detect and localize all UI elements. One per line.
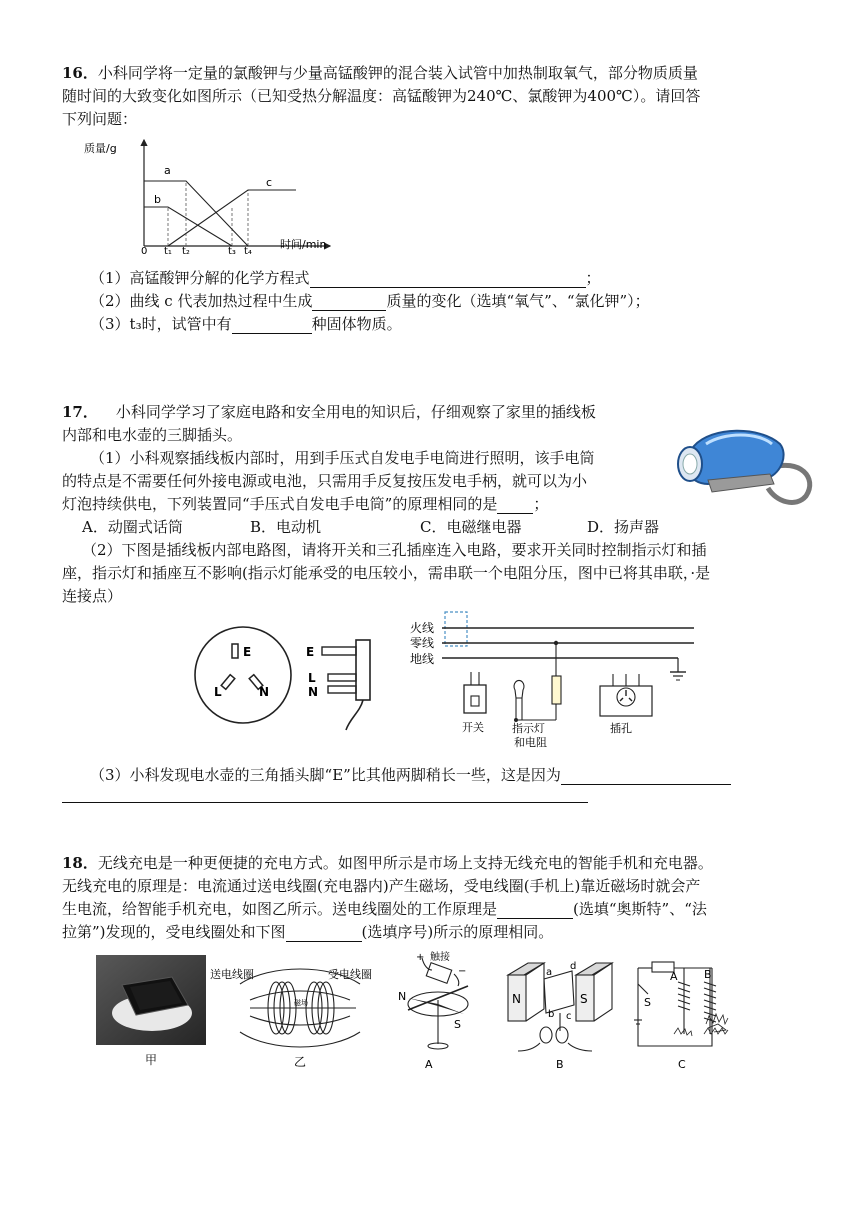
fig-c-s: S (644, 996, 651, 1009)
label-c: c (266, 176, 273, 189)
socket-label-l: L (214, 685, 222, 699)
q16-part2: （2）曲线 c 代表加热过程中生成 质量的变化（选填“氧气”、“氯化钾”）； (90, 292, 650, 310)
tick-t4: t₄ (244, 246, 252, 256)
label-b: b (154, 193, 161, 206)
fig-c-b: B (704, 968, 712, 981)
figure-c-electromagnets (628, 954, 748, 1070)
q17-p1-line1: （1）小科观察插线板内部时，用到手压式自发电手电筒进行照明，该手电筒 (90, 449, 595, 467)
socket-label-n: N (259, 685, 270, 699)
q17-p2-line1: （2）下图是插线板内部电路图，请将开关和三孔插座连入电路，要求开关同时控制指示灯和插 (82, 541, 707, 559)
q17-p2-line3: 连接点） (62, 587, 123, 605)
q16-number: 16． (62, 64, 98, 82)
answer-box[interactable] (445, 612, 467, 646)
fig-b-s: S (580, 992, 588, 1006)
plug-label-l: L (308, 671, 316, 685)
tick-t3: t₃ (228, 246, 236, 256)
fig-a-n: N (398, 990, 407, 1003)
fig-b-label-b: b (548, 1009, 555, 1020)
q16-line2: 随时间的大致变化如图所示（已知受热分解温度：高锰酸钾为240℃、氯酸钾为400℃）。请回答 (62, 87, 701, 105)
plug-label-e: E (306, 645, 315, 659)
plug-label-n: N (308, 685, 319, 699)
neutral-wire-label: 零线 (410, 636, 435, 650)
q17-p1-line3: 灯泡持续供电，下列装置同“手压式自发电手电筒”的原理相同的是 ； (62, 495, 549, 513)
socket-label-e: E (243, 645, 252, 659)
outlet-label: 插孔 (610, 722, 632, 735)
fig-a-minus: − (458, 966, 467, 977)
option-b[interactable]: B．电动机 (250, 518, 322, 536)
option-a[interactable]: A．动圈式话筒 (82, 518, 183, 536)
fig-a-plus: + (416, 952, 425, 963)
q16-line1: 16．小科同学将一定量的氯酸钾与少量高锰酸钾的混合装入试管中加热制取氧气，部分物质质量 (62, 64, 698, 82)
send-coil-label: 送电线圈 (210, 968, 254, 981)
lamp-label-1: 指示灯 (512, 722, 545, 735)
label-a: a (164, 164, 171, 177)
outlet-component (600, 674, 652, 716)
tick-t1: t₁ (164, 246, 172, 256)
q17-number: 17． (62, 403, 98, 421)
figure-a-oersted (394, 948, 484, 1070)
q18-answer-1-blank[interactable] (497, 902, 573, 919)
wireless-charger-photo (96, 955, 206, 1045)
q16-mass-time-graph (84, 136, 334, 256)
fig-b-label-c: c (566, 1011, 572, 1022)
q16-part1: （1）高锰酸钾分解的化学方程式 ； (90, 269, 601, 287)
hand-crank-flashlight-image (672, 418, 822, 510)
option-c[interactable]: C．电磁继电器 (420, 518, 522, 536)
fig-label-jia: 甲 (145, 1053, 158, 1067)
recv-coil-label: 受电线圈 (328, 968, 372, 981)
curve-b (144, 207, 232, 246)
switch-component (464, 672, 486, 713)
switch-label: 开关 (462, 721, 484, 734)
fig-a-s: S (454, 1018, 461, 1031)
figure-b-coil-in-field (504, 955, 616, 1070)
q17-answer-3-line2[interactable] (62, 786, 588, 803)
q18-line4: 拉第”)发现的，受电线圈处和下图 (选填序号)所示的原理相同。 (62, 923, 554, 941)
q18-line3: 生电流，给智能手机充电，如图乙所示。送电线圈处的工作原理是 (选填“奥斯特”、“法 (62, 900, 707, 918)
fig-label-a: A (425, 1058, 433, 1070)
coil-diagram-yi (210, 960, 390, 1070)
fig-label-b: B (556, 1058, 564, 1070)
q17-part3: （3）小科发现电水壶的三角插头脚“E”比其他两脚稍长一些，这是因为 (90, 765, 731, 785)
lamp-label-2: 和电阻 (514, 736, 547, 749)
field-label: 磁场 (294, 999, 308, 1007)
q17-line1: 17． 小科同学学习了家庭电路和安全用电的知识后，仔细观察了家里的插线板 (62, 403, 596, 421)
q16-answer-2-blank[interactable] (312, 294, 386, 311)
power-strip-circuit-diagram (408, 610, 700, 752)
three-hole-socket-figure (192, 624, 294, 726)
q18-line2: 无线充电的原理是：电流通过送电线圈(充电器内)产生磁场，受电线圈(手机上)靠近磁场时就会产 (62, 877, 701, 895)
q17-answer-3-blank[interactable] (561, 768, 731, 785)
q18-line1: 18．无线充电是一种更便捷的充电方式。如图甲所示是市场上支持无线充电的智能手机和充电器。 (62, 854, 713, 872)
q16-line3: 下列问题： (62, 110, 138, 128)
option-d[interactable]: D．扬声器 (587, 518, 660, 536)
q16-answer-3-blank[interactable] (232, 317, 312, 334)
fig-c-a: A (670, 970, 678, 983)
fig-b-n: N (512, 992, 521, 1006)
q18-answer-2-blank[interactable] (286, 925, 362, 942)
fig-label-yi: 乙 (294, 1055, 307, 1069)
ground-wire-label: 地线 (410, 652, 435, 666)
three-pin-plug-figure (302, 634, 382, 734)
q17-p1-line2: 的特点是不需要任何外接电源或电池，只需用手反复按压发电手柄，就可以为小 (62, 472, 588, 490)
graph-origin: 0 (141, 246, 148, 256)
q16-part3: （3）t₃时，试管中有 种固体物质。 (90, 315, 402, 333)
tick-t2: t₂ (182, 246, 190, 256)
fig-b-label-d: d (570, 961, 577, 972)
live-wire-label: 火线 (410, 621, 435, 635)
q17-line2: 内部和电水壶的三脚插头。 (62, 426, 243, 444)
q17-answer-1-blank[interactable] (497, 497, 533, 514)
indicator-lamp-resistor (514, 641, 561, 722)
graph-ylabel: 质量/g (84, 142, 117, 155)
q18-number: 18． (62, 854, 98, 872)
graph-xlabel: 时间/min (280, 238, 327, 251)
q17-p2-line2: 座，指示灯和插座互不影响(指示灯能承受的电压较小，需串联一个电阻分压，图中已将其串联，·是 (62, 564, 711, 582)
q16-answer-1-blank[interactable] (310, 271, 586, 288)
fig-label-c: C (678, 1058, 686, 1070)
fig-a-contact: 触接 (430, 952, 450, 963)
fig-b-label-a: a (546, 967, 553, 978)
